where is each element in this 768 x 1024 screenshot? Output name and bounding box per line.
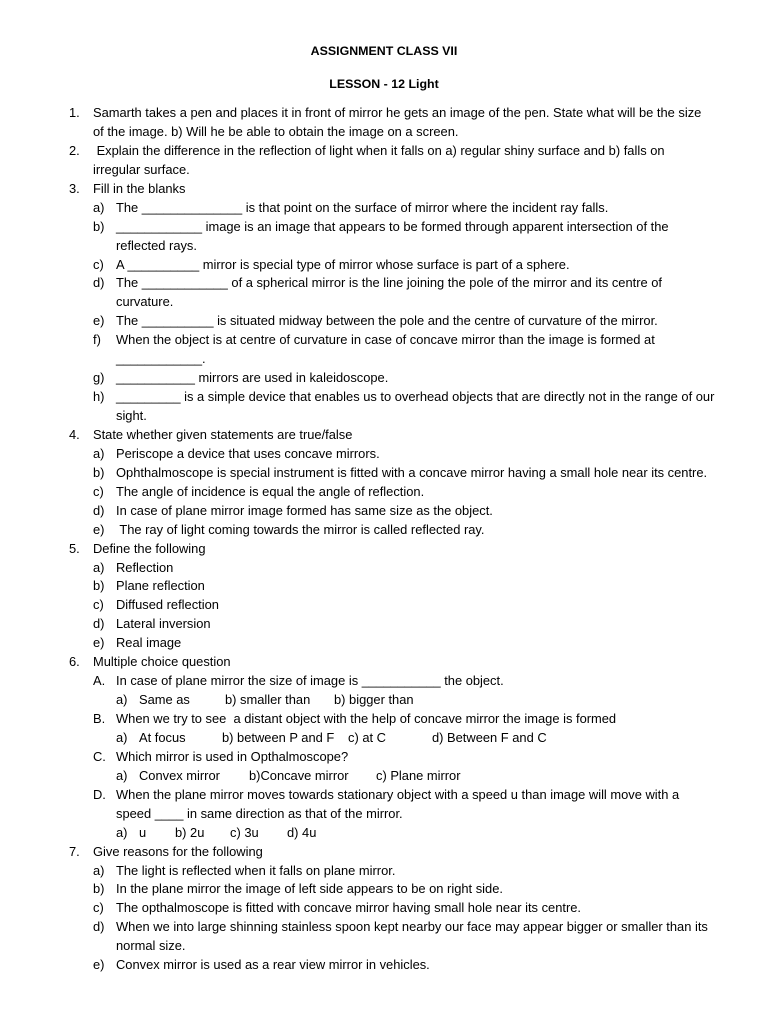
- option-label: a): [116, 692, 128, 708]
- sub-item-text: The ____________ of a spherical mirror is the line joining the pole of the mirror and its centre of: [116, 275, 663, 291]
- question-line: [0, 653, 768, 672]
- question-line: [0, 426, 768, 445]
- question-line: [0, 104, 768, 123]
- option-choice: c) 3u: [230, 824, 259, 840]
- sub-item-line: [0, 350, 768, 369]
- question-line: [0, 180, 768, 199]
- question-line: [0, 843, 768, 862]
- sub-item-line: [0, 521, 768, 540]
- sub-item-line: [0, 899, 768, 918]
- sub-item-line: [0, 199, 768, 218]
- sub-item-text: When the plane mirror moves towards stationary object with a speed u than image will move with a: [116, 786, 680, 802]
- options-row: [0, 691, 768, 710]
- sub-item-line: [0, 256, 768, 275]
- sub-item-label: a): [93, 559, 105, 575]
- sub-item-line: [0, 559, 768, 578]
- sub-item-line: [0, 615, 768, 634]
- sub-item-text: ____________.: [116, 351, 206, 367]
- question-number: 4.: [69, 426, 80, 442]
- sub-item-line: [0, 218, 768, 237]
- question-line: [0, 161, 768, 180]
- question-number: 6.: [69, 654, 80, 670]
- sub-item-label: e): [93, 521, 105, 537]
- sub-item-text: Ophthalmoscope is special instrument is fitted with a concave mirror having a small hole near its centre.: [116, 464, 708, 480]
- sub-item-line: [0, 672, 768, 691]
- question-text: Samarth takes a pen and places it in front of mirror he gets an image of the pen. State what will be the size: [93, 105, 702, 120]
- sub-item-text: Lateral inversion: [116, 616, 211, 632]
- question-list: [0, 104, 768, 975]
- options-row: [0, 729, 768, 748]
- option-choice: u: [139, 824, 147, 840]
- sub-item-text: ___________ mirrors are used in kaleidoscope.: [116, 370, 389, 386]
- sub-item-line: [0, 237, 768, 256]
- question-number: 2.: [69, 142, 80, 158]
- sub-item-text: The angle of incidence is equal the angle of reflection.: [116, 483, 425, 499]
- sub-item-line: [0, 634, 768, 653]
- option-choice: c) at C: [348, 729, 386, 745]
- question-text: Define the following: [93, 540, 206, 556]
- sub-item-label: b): [93, 218, 105, 234]
- sub-item-label: b): [93, 578, 105, 594]
- sub-item-text: When we into large shinning stainless spoon kept nearby our face may appear bigger or smaller than its: [116, 919, 708, 935]
- question-number: 1.: [69, 105, 80, 120]
- sub-item-label: e): [93, 313, 105, 329]
- question-text: State whether given statements are true/false: [93, 426, 353, 442]
- sub-item-line: [0, 786, 768, 805]
- question-text: Fill in the blanks: [93, 180, 186, 196]
- options-row: [0, 824, 768, 843]
- sub-item-text: The ray of light coming towards the mirror is called reflected ray.: [116, 521, 485, 537]
- sub-item-text: The opthalmoscope is fitted with concave mirror having small hole near its centre.: [116, 900, 581, 916]
- sub-item-text: In the plane mirror the image of left side appears to be on right side.: [116, 881, 503, 897]
- question-number: 7.: [69, 843, 80, 859]
- sub-item-line: [0, 937, 768, 956]
- sub-item-text: Which mirror is used in Opthalmoscope?: [116, 748, 349, 764]
- option-label: a): [116, 767, 128, 783]
- sub-item-text: When we try to see a distant object with the help of concave mirror the image is formed: [116, 711, 617, 726]
- question-number: 3.: [69, 180, 80, 196]
- lesson-title: LESSON - 12 Light: [329, 77, 439, 91]
- sub-item-label: c): [93, 900, 104, 916]
- sub-item-text: sight.: [116, 408, 147, 423]
- sub-item-label: c): [93, 256, 104, 272]
- sub-item-text: _________ is a simple device that enables us to overhead objects that are directly not in the range of our: [116, 389, 715, 405]
- sub-item-text: normal size.: [116, 938, 186, 954]
- sub-item-label: d): [93, 616, 105, 632]
- sub-item-label: b): [93, 881, 105, 897]
- sub-item-label: D.: [93, 786, 106, 802]
- sub-item-line: [0, 918, 768, 937]
- sub-item-label: a): [93, 445, 105, 461]
- sub-item-label: d): [93, 502, 105, 518]
- sub-item-text: Periscope a device that uses concave mirrors.: [116, 445, 380, 461]
- sub-item-label: a): [93, 862, 105, 878]
- sub-item-label: A.: [93, 673, 106, 689]
- sub-item-line: [0, 956, 768, 975]
- sub-item-text: In case of plane mirror the size of image is ___________ the object.: [116, 673, 504, 689]
- sub-item-text: Real image: [116, 635, 182, 651]
- sub-item-line: [0, 464, 768, 483]
- sub-item-line: [0, 312, 768, 331]
- sub-item-line: [0, 862, 768, 881]
- sub-item-label: d): [93, 919, 105, 935]
- question-text: Explain the difference in the reflection of light when it falls on a) regular shiny surface and b) falls on: [93, 142, 665, 158]
- sub-item-line: [0, 502, 768, 521]
- sub-item-text: speed ____ in same direction as that of the mirror.: [116, 805, 403, 821]
- page-title: ASSIGNMENT CLASS VII: [310, 44, 458, 58]
- question-text: of the image. b) Will he be able to obtain the image on a screen.: [93, 123, 459, 139]
- option-choice: Same as: [139, 692, 190, 708]
- option-choice: d) 4u: [287, 824, 317, 840]
- sub-item-label: f): [93, 332, 101, 348]
- question-text: Give reasons for the following: [93, 843, 263, 859]
- sub-item-label: d): [93, 275, 105, 291]
- sub-item-label: g): [93, 370, 105, 386]
- option-choice: b) between P and F: [222, 729, 335, 745]
- sub-item-text: The ______________ is that point on the surface of mirror where the incident ray falls.: [116, 199, 609, 215]
- option-choice: Convex mirror: [139, 767, 220, 783]
- sub-item-line: [0, 596, 768, 615]
- sub-item-label: C.: [93, 748, 106, 764]
- option-choice: d) Between F and C: [432, 729, 547, 745]
- sub-item-line: [0, 331, 768, 350]
- sub-item-label: a): [93, 199, 105, 215]
- sub-item-line: [0, 748, 768, 767]
- option-choice: b) 2u: [175, 824, 205, 840]
- option-choice: b) smaller than: [225, 692, 311, 708]
- sub-item-text: The __________ is situated midway between the pole and the centre of curvature of the mirror.: [116, 313, 658, 329]
- sub-item-text: reflected rays.: [116, 237, 197, 253]
- sub-item-line: [0, 369, 768, 388]
- sub-item-text: The light is reflected when it falls on plane mirror.: [116, 862, 396, 878]
- sub-item-label: B.: [93, 711, 106, 726]
- option-choice: At focus: [139, 729, 186, 745]
- sub-item-text: curvature.: [116, 294, 174, 310]
- sub-item-label: h): [93, 389, 105, 405]
- option-label: a): [116, 729, 128, 745]
- options-row: [0, 767, 768, 786]
- sub-item-text: Convex mirror is used as a rear view mirror in vehicles.: [116, 957, 430, 973]
- sub-item-text: Diffused reflection: [116, 597, 219, 613]
- sub-item-text: A __________ mirror is special type of mirror whose surface is part of a sphere.: [116, 256, 570, 272]
- sub-item-label: c): [93, 597, 104, 613]
- question-number: 5.: [69, 540, 80, 556]
- sub-item-line: [0, 445, 768, 464]
- question-text: irregular surface.: [93, 161, 190, 177]
- question-line: [0, 142, 768, 161]
- sub-item-label: e): [93, 635, 105, 651]
- sub-item-line: [0, 483, 768, 502]
- question-text: Multiple choice question: [93, 654, 231, 670]
- sub-item-line: [0, 407, 768, 426]
- sub-item-text: ____________ image is an image that appears to be formed through apparent intersection of the: [116, 218, 669, 234]
- question-line: [0, 123, 768, 142]
- sub-item-line: [0, 293, 768, 312]
- sub-item-line: [0, 710, 768, 729]
- sub-item-text: In case of plane mirror image formed has same size as the object.: [116, 502, 493, 518]
- sub-item-text: When the object is at centre of curvature in case of concave mirror than the image is formed at: [116, 332, 655, 348]
- sub-item-line: [0, 880, 768, 899]
- sub-item-label: b): [93, 464, 105, 480]
- sub-item-line: [0, 274, 768, 293]
- option-choice: b) bigger than: [334, 692, 414, 708]
- sub-item-label: e): [93, 957, 105, 973]
- sub-item-line: [0, 577, 768, 596]
- sub-item-line: [0, 388, 768, 407]
- sub-item-label: c): [93, 483, 104, 499]
- sub-item-text: Reflection: [116, 559, 174, 575]
- option-choice: c) Plane mirror: [376, 767, 461, 783]
- sub-item-text: Plane reflection: [116, 578, 205, 594]
- option-label: a): [116, 824, 128, 840]
- question-line: [0, 540, 768, 559]
- sub-item-line: [0, 805, 768, 824]
- option-choice: b)Concave mirror: [249, 767, 349, 783]
